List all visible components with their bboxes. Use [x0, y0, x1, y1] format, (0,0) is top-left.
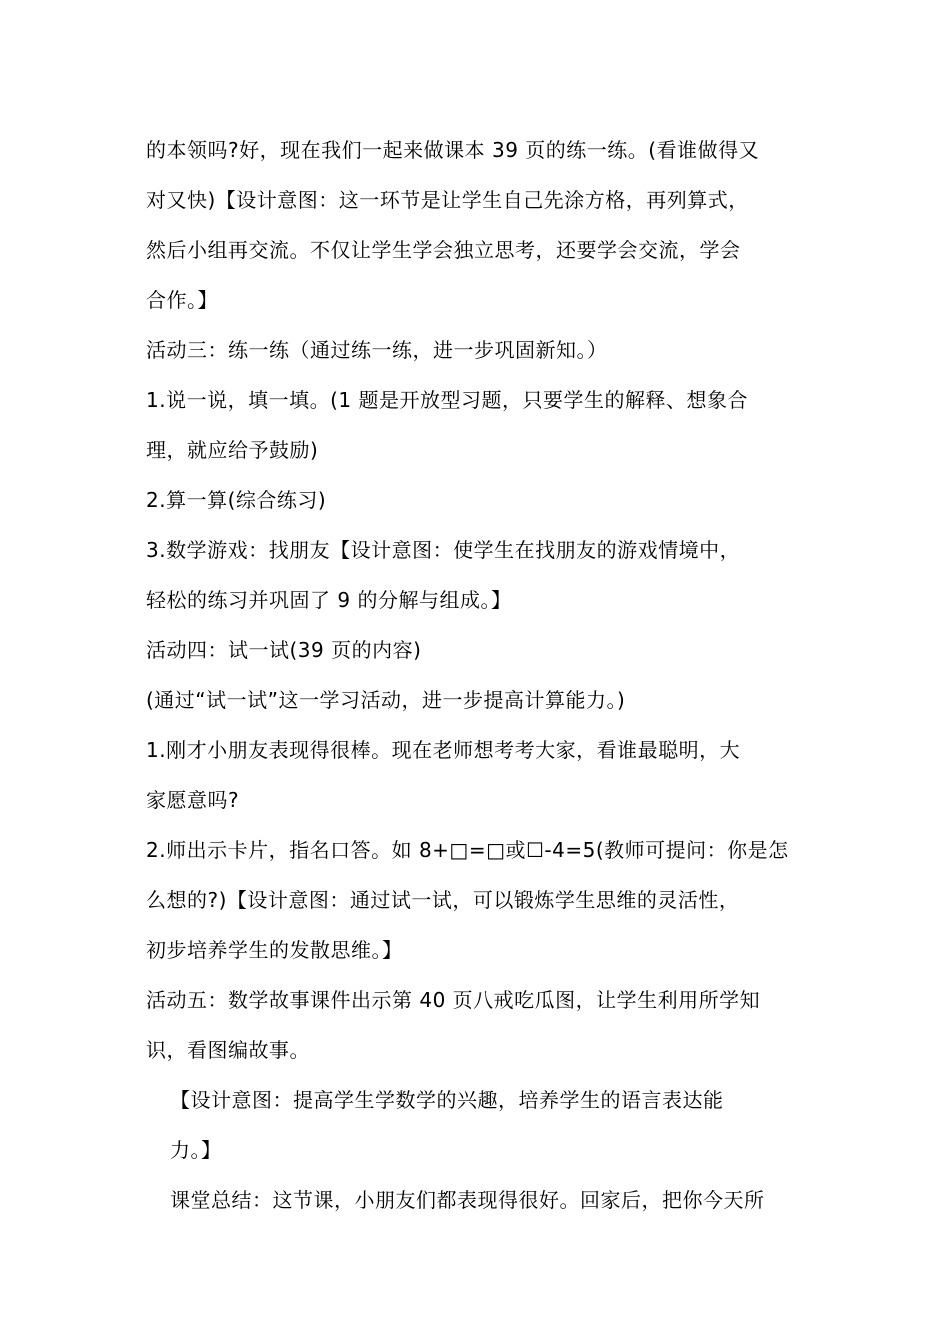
- text-line: 1.刚才小朋友表现得很棒。现在老师想考考大家，看谁最聪明，大: [146, 738, 741, 762]
- text-line: 2.算一算(综合练习): [146, 488, 327, 512]
- section-heading: 活动三：练一练（通过练一练，进一步巩固新知。）: [146, 338, 608, 362]
- text-line: 理，就应给予鼓励): [146, 438, 319, 462]
- text-line: 的本领吗?好，现在我们一起来做课本 39 页的练一练。(看谁做得又: [146, 138, 760, 162]
- section-heading: 活动五：数学故事课件出示第 40 页八戒吃瓜图，让学生利用所学知: [146, 988, 761, 1012]
- text-line: 2.师出示卡片，指名口答。如 8+□=□或☐-4=5(教师可提问：你是怎: [146, 838, 789, 862]
- text-line: 【设计意图：提高学生学数学的兴趣，培养学生的语言表达能: [170, 1088, 724, 1112]
- text-line: 然后小组再交流。不仅让学生学会独立思考，还要学会交流，学会: [146, 238, 741, 262]
- text-line: 对又快)【设计意图：这一环节是让学生自己先涂方格，再列算式，: [146, 188, 749, 212]
- text-line: 合作。】: [146, 288, 218, 312]
- text-line: 么想的?)【设计意图：通过试一试，可以锻炼学生思维的灵活性，: [146, 888, 740, 912]
- text-line: 轻松的练习并巩固了 9 的分解与组成。】: [146, 588, 512, 612]
- text-line: 3.数学游戏：找朋友【设计意图：使学生在找朋友的游戏情境中，: [146, 538, 741, 562]
- text-line: 初步培养学生的发散思维。】: [146, 938, 403, 962]
- text-line: 家愿意吗?: [146, 788, 240, 812]
- text-line: 课堂总结：这节课，小朋友们都表现得很好。回家后，把你今天所: [170, 1188, 765, 1212]
- section-heading: 活动四：试一试(39 页的内容): [146, 638, 422, 662]
- text-line: (通过“试一试”这一学习活动，进一步提高计算能力。): [146, 688, 626, 712]
- text-line: 力。】: [170, 1138, 222, 1162]
- text-line: 识，看图编故事。: [146, 1038, 310, 1062]
- text-line: 1.说一说，填一填。(1 题是开放型习题，只要学生的解释、想象合: [146, 388, 748, 412]
